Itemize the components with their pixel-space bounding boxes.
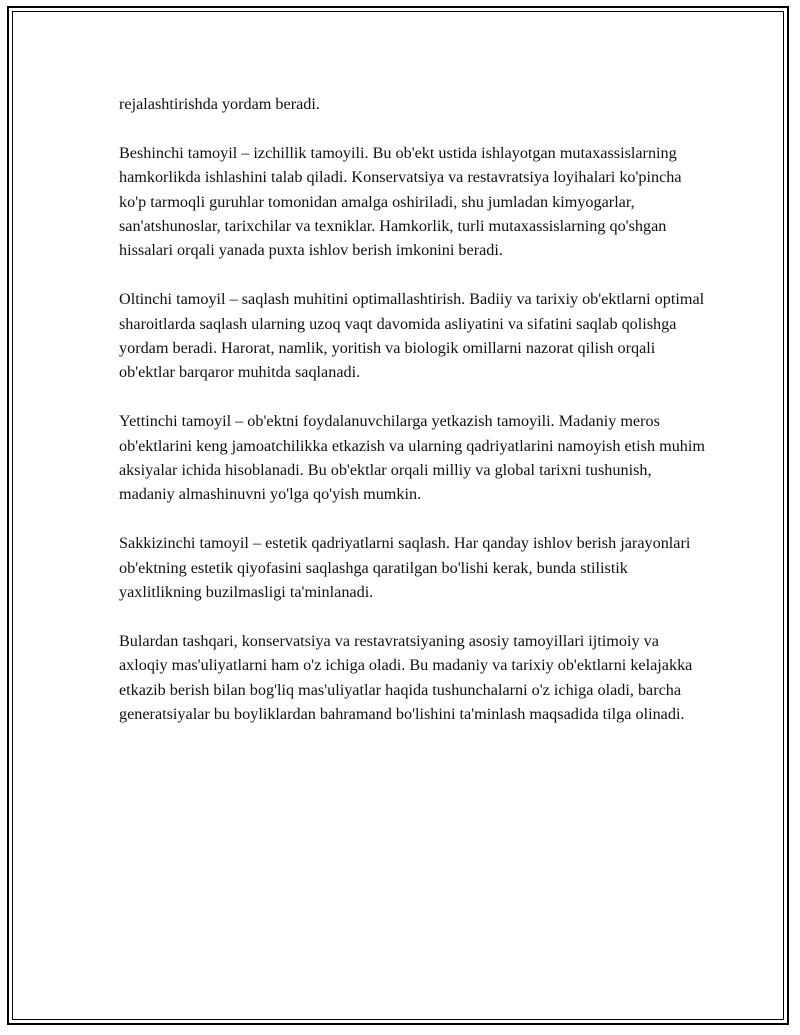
paragraph-continuation: rejalashtirishda yordam beradi. bbox=[119, 95, 320, 113]
paragraph-conclusion: Bulardan tashqari, konservatsiya va restavratsiyaning asosiy tamoyillari ijtimoiy va axloqiy mas'uliyatlarni ham o'z ichiga oladi. Bu madaniy va tarixiy ob'ektlarni kelajakka etkazib berish bilan bog'liq mas'uliyatlar haqida tushunchalarni o'z ichiga oladi, barcha generatsiyalar bu boyliklardan bahramand bo'lishini ta'minlash maqsadida tilga olinadi. bbox=[119, 631, 693, 724]
paragraph-fifth-principle: Beshinchi tamoyil – izchillik tamoyili. Bu ob'ekt ustida ishlayotgan mutaxassislarning hamkorlikda ishlashini talab qiladi. Konservatsiya va restavratsiya loyihalari ko'pincha ko'p tarmoqli guruhlar tomonidan amalga oshiriladi, shu jumladan kimyogarlar, san'atshunoslar, tarixchilar va texniklar. Hamkorlik, turli mutaxassislarning qo'shgan hissalari orqali yanada puxta ishlov berish imkonini beradi. bbox=[119, 143, 682, 260]
paragraph-seventh-principle: Yettinchi tamoyil – ob'ektni foydalanuvchilarga yetkazish tamoyili. Madaniy meros ob'ektlarini keng jamoatchilikka etkazish va ularning qadriyatlarini namoyish etish muhim aksiyalar ichida hisoblanadi. Bu ob'ektlar orqali milliy va global tarixni tushunish, madaniy almashinuvni yo'lga qo'yish mumkin. bbox=[119, 412, 705, 504]
paragraph-sixth-principle: Oltinchi tamoyil – saqlash muhitini optimallashtirish. Badiiy va tarixiy ob'ektlarni optimal sharoitlarda saqlash ularning uzoq vaqt davomida asliyatini va sifatini saqlab qolishga yordam beradi. Harorat, namlik, yoritish va biologik omillarni nazorat qilish orqali ob'ektlar barqaror muhitda saqlanadi. bbox=[119, 290, 705, 382]
document-page bbox=[7, 6, 789, 1025]
paragraph-eighth-principle: Sakkizinchi tamoyil – estetik qadriyatlarni saqlash. Har qanday ishlov berish jarayonlari ob'ektning estetik qiyofasini saqlashga qaratilgan bo'lishi kerak, bunda stilistik yaxlitlikning buzilmasligi ta'minlanadi. bbox=[119, 534, 691, 602]
document-body bbox=[119, 92, 709, 751]
